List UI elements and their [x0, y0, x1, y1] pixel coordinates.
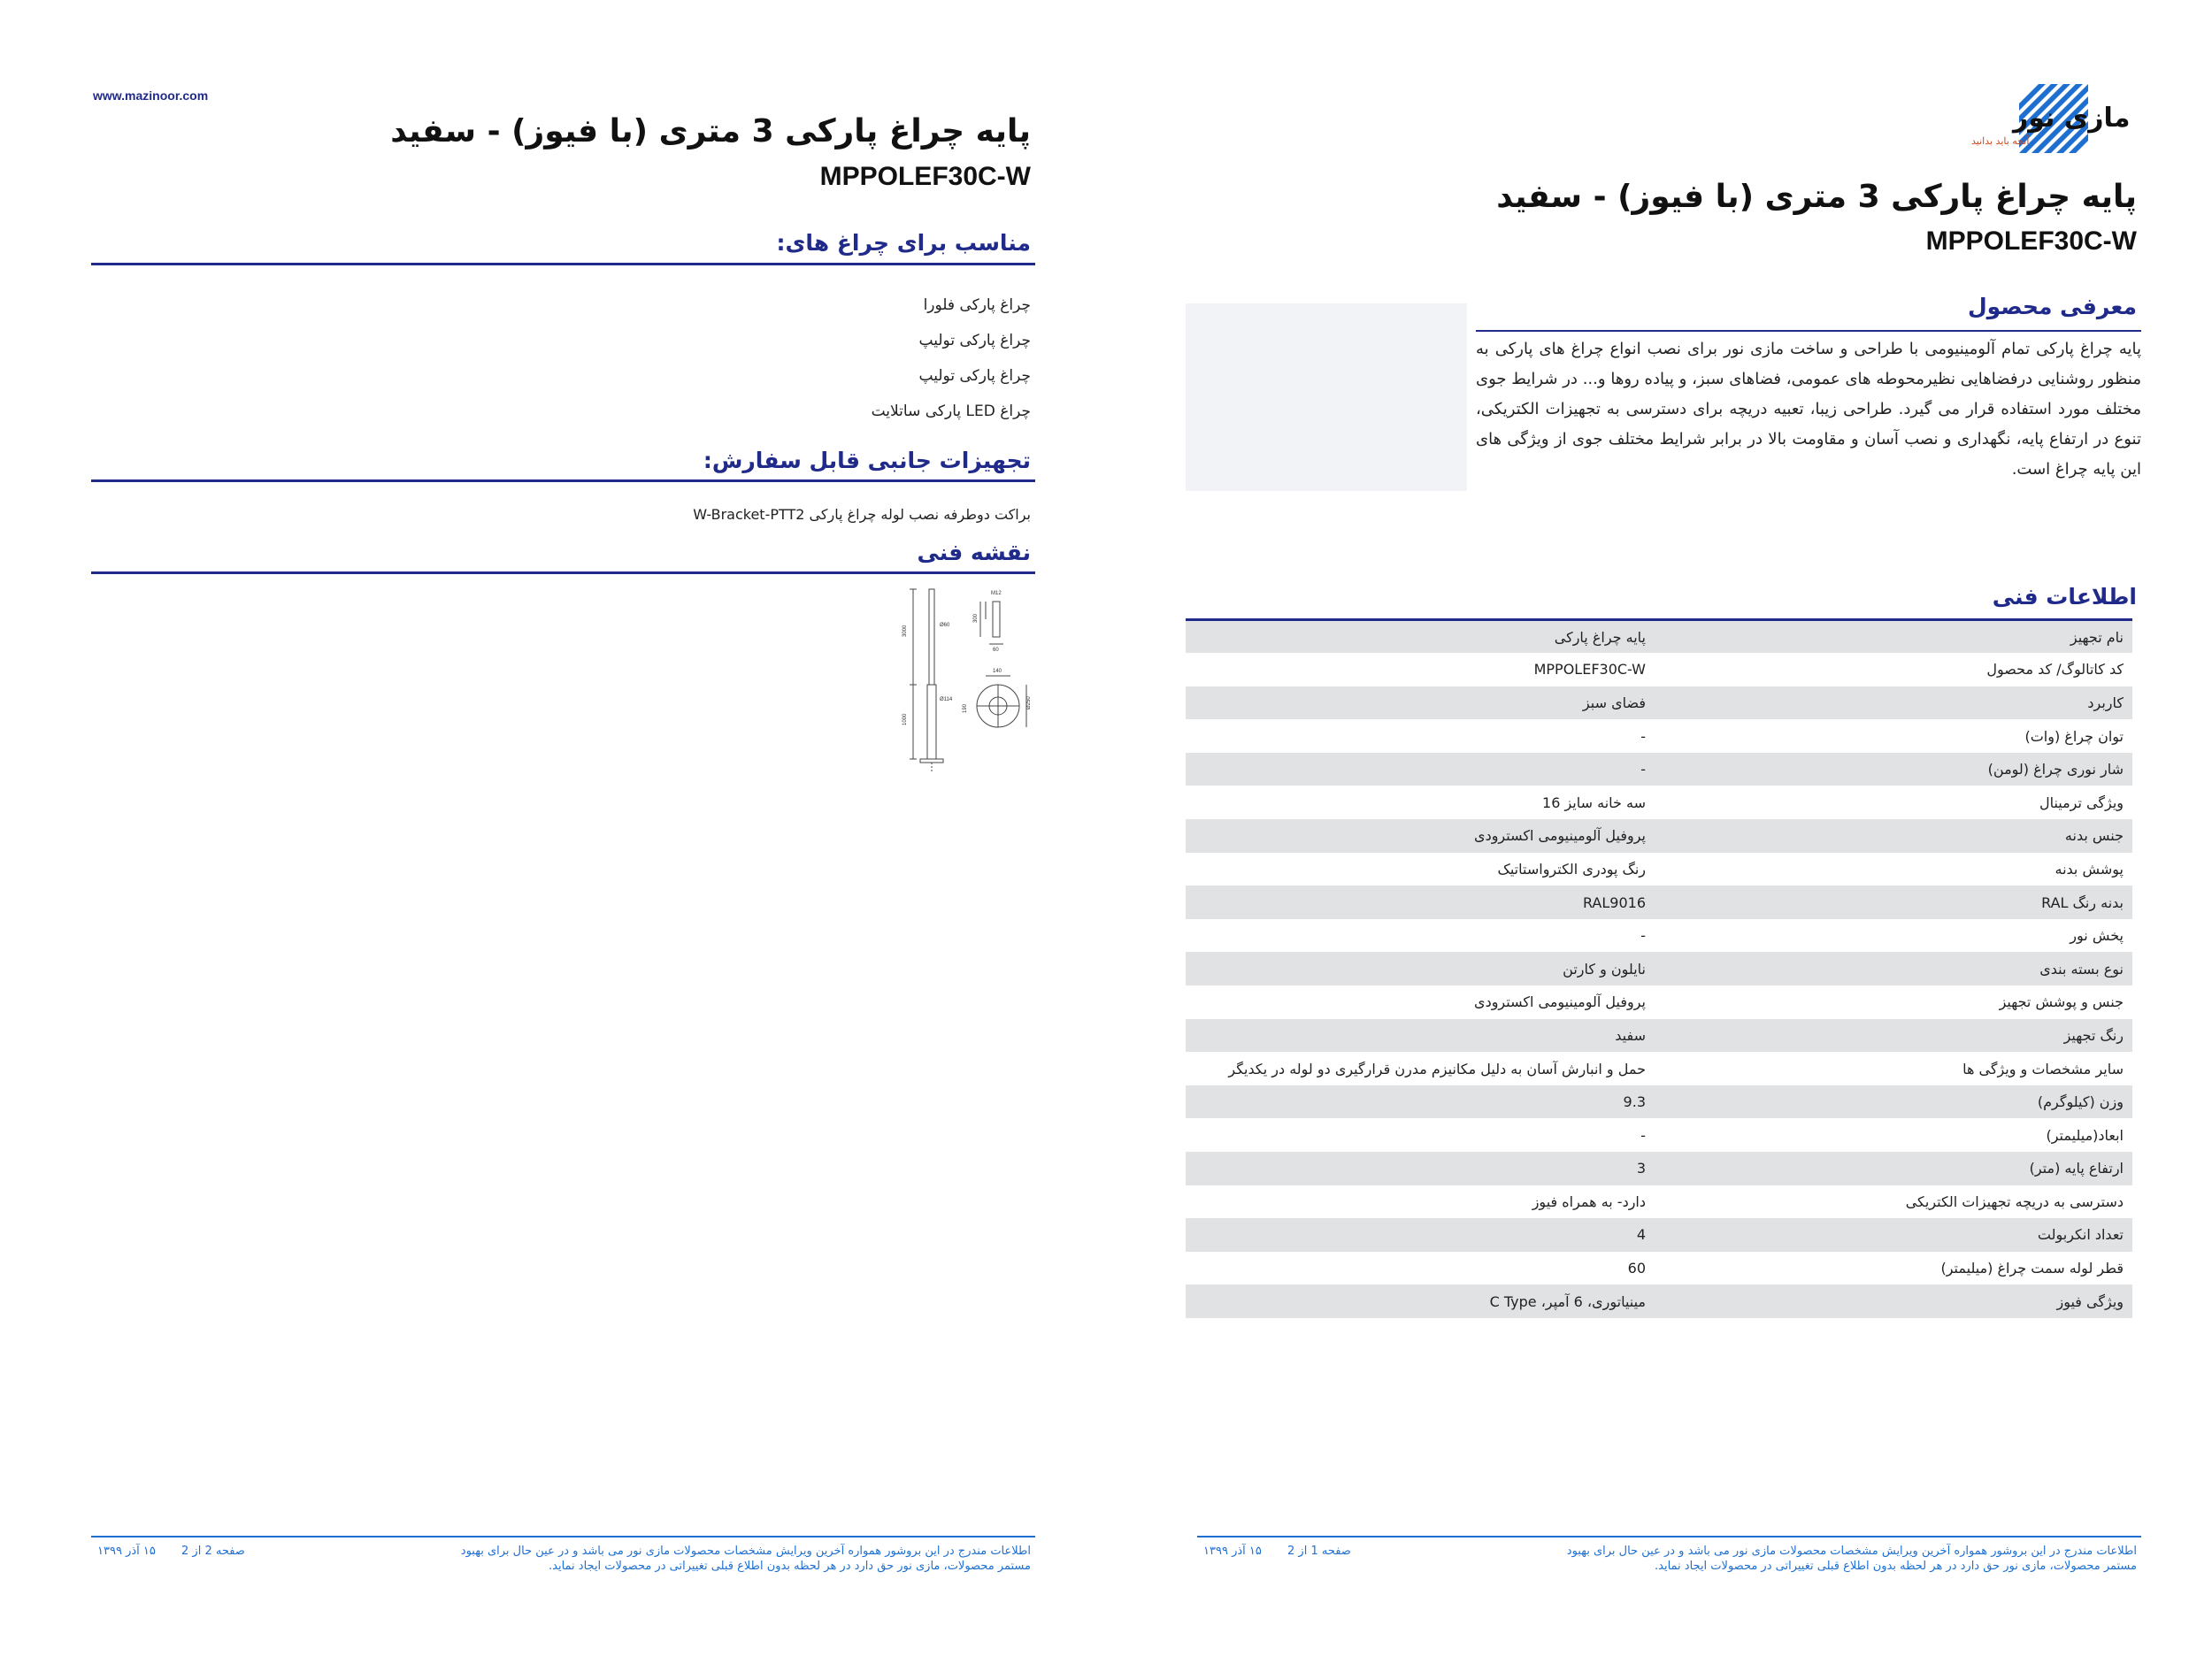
spec-key: جنس بدنه [1655, 819, 2132, 853]
spec-value: - [1186, 719, 1655, 753]
section-rule [91, 571, 1035, 574]
spec-value: RAL9016 [1186, 886, 1655, 919]
list-item: چراغ پارکی فلورا [923, 296, 1031, 314]
spec-value: رنگ پودری الکترواستاتیک [1186, 853, 1655, 886]
table-row [1186, 653, 2132, 686]
footer-rule [1197, 1536, 2141, 1537]
specs-heading: اطلاعات فنی [1992, 584, 2137, 610]
drawing-dim-300: 300 [973, 613, 979, 623]
spec-value: حمل و انبارش آسان به دلیل مکانیزم مدرن قرارگیری دو لوله در یکدیگر [1186, 1052, 1655, 1085]
drawing-dim-flange: Ø250 [1026, 696, 1032, 709]
drawing-heading: نقشه فنی [917, 540, 1031, 565]
product-image [1186, 303, 1467, 491]
footer-note: اطلاعات مندرج در این بروشور همواره آخرین ویرایش مشخصات محصولات مازی نور می باشد و در عین حال برای بهبود مستمر محصولات، مازی نور حق دارد در هر لحظه بدون اطلاع قبلی تغییراتی در محصولات ایجاد نماید. [460, 1545, 1031, 1573]
product-code: MPPOLEF30C-W [1925, 226, 2137, 256]
pole-lower-shape [927, 685, 936, 759]
table-row [1186, 620, 2132, 654]
drawing-dim-140: 140 [993, 669, 1002, 674]
table-row [1186, 919, 2132, 953]
table-row [1186, 985, 2132, 1019]
pole-flange-shape [920, 759, 943, 763]
spec-value: MPPOLEF30C-W [1186, 653, 1655, 686]
spec-value: 60 [1186, 1252, 1655, 1285]
product-title: پایه چراغ پارکی 3 متری (با فیوز) - سفید [390, 113, 1031, 150]
table-row [1186, 886, 2132, 919]
table-row [1186, 1085, 2132, 1119]
spec-key: دسترسی به دریچه تجهیزات الکتریکی [1655, 1185, 2132, 1219]
spec-key: پخش نور [1655, 919, 2132, 953]
table-row [1186, 1284, 2132, 1318]
drawing-label-m12: M12 [991, 591, 1002, 596]
footer-note: اطلاعات مندرج در این بروشور همواره آخرین ویرایش مشخصات محصولات مازی نور می باشد و در عین حال برای بهبود مستمر محصولات، مازی نور حق دارد در هر لحظه بدون اطلاع قبلی تغییراتی در محصولات ایجاد نماید. [1566, 1545, 2137, 1573]
accessories-heading: تجهیزات جانبی قابل سفارش: [703, 448, 1031, 473]
intro-heading: معرفی محصول [1967, 294, 2137, 319]
drawing-dim-190: 190 [963, 703, 968, 713]
suitable-list [588, 288, 1031, 429]
drawing-dim-base: Ø114 [940, 697, 953, 702]
table-row [1186, 719, 2132, 753]
spec-value: پروفیل آلومینیومی اکسترودی [1186, 985, 1655, 1019]
drawing-dim-60: 60 [993, 648, 999, 653]
spec-key: توان چراغ (وات) [1655, 719, 2132, 753]
intro-text: پایه چراغ پارکی تمام آلومینیومی با طراحی و ساخت مازی نور برای نصب انواع چراغ های پارکی به منظور روشنایی درفضاهایی نظیرمحوطه های عمومی، فضاهای سبز، و پیاده روها و... در شرایط جوی مختلف مورد استفاده قرار می گیرد. طراحی زیبا، تعبیه دریچه برای دسترسی به تجهیزات الکتریکی، تنوع در ارتفاع پایه، نگهداری و نصب آسان و مقاومت بالا در برابر شرایط مختلف جوی از ویژگی های این پایه چراغ است. [1476, 340, 2141, 479]
spec-key: بدنه رنگ RAL [1655, 886, 2132, 919]
suitable-heading: مناسب برای چراغ های: [776, 230, 1031, 256]
accessory-item: براکت دوطرفه نصب لوله چراغ پارکی W-Bracket-PTT2 [693, 506, 1031, 523]
table-row [1186, 819, 2132, 853]
footer-page-number: صفحه 1 از 2 [1287, 1545, 1351, 1558]
footer-date: ۱۵ آذر ۱۳۹۹ [97, 1545, 156, 1558]
spec-key: پوشش بدنه [1655, 853, 2132, 886]
table-row [1186, 753, 2132, 786]
table-row [1186, 1252, 2132, 1285]
spec-value: نایلون و کارتن [1186, 952, 1655, 985]
table-row [1186, 1218, 2132, 1252]
spec-key: کد کاتالوگ/ کد محصول [1655, 653, 2132, 686]
footer-rule [91, 1536, 1035, 1537]
table-row [1186, 1185, 2132, 1219]
drawing-dim-pipe: Ø60 [940, 623, 950, 628]
brand-logo [1876, 84, 2131, 155]
spec-value: 9.3 [1186, 1085, 1655, 1119]
spec-value: پروفیل آلومینیومی اکسترودی [1186, 819, 1655, 853]
spec-key: قطر لوله سمت چراغ (میلیمتر) [1655, 1252, 2132, 1285]
spec-value: مینیاتوری، 6 آمپر، C Type [1186, 1284, 1655, 1318]
table-row [1186, 786, 2132, 819]
table-row [1186, 853, 2132, 886]
list-item: چراغ LED پارکی ساتلایت [871, 403, 1031, 420]
spec-value: - [1186, 753, 1655, 786]
product-code: MPPOLEF30C-W [819, 162, 1031, 191]
spec-key: وزن (کیلوگرم) [1655, 1085, 2132, 1119]
website-link[interactable]: www.mazinoor.com [93, 88, 209, 103]
spec-value: 3 [1186, 1152, 1655, 1185]
spec-key: رنگ تجهیز [1655, 1019, 2132, 1053]
spec-value: 4 [1186, 1218, 1655, 1252]
list-item: چراغ پارکی تولیپ [918, 367, 1031, 385]
drawing-dim-total: 3000 [902, 625, 908, 637]
section-rule [91, 479, 1035, 482]
spec-key: نوع بسته بندی [1655, 952, 2132, 985]
right-page [1106, 0, 2212, 1664]
spec-key: تعداد انکربولت [1655, 1218, 2132, 1252]
spec-value: سه خانه سایز 16 [1186, 786, 1655, 819]
spec-key: کاربرد [1655, 686, 2132, 720]
top-detail-shape [993, 602, 1000, 637]
spec-value: دارد- به همراه فیوز [1186, 1185, 1655, 1219]
spec-value: پایه چراغ پارکی [1186, 620, 1655, 654]
logo-wordmark: مازی نور [2013, 103, 2131, 134]
table-row [1186, 1118, 2132, 1152]
spec-value: - [1186, 919, 1655, 953]
spec-key: ابعاد(میلیمتر) [1655, 1118, 2132, 1152]
table-row [1186, 1152, 2132, 1185]
pole-upper-shape [929, 589, 934, 685]
spec-key: نام تجهیز [1655, 620, 2132, 654]
spec-key: ویژگی ترمینال [1655, 786, 2132, 819]
section-rule [91, 263, 1035, 265]
spec-key: جنس و پوشش تجهیز [1655, 985, 2132, 1019]
footer-date: ۱۵ آذر ۱۳۹۹ [1203, 1545, 1262, 1558]
spec-key: سایر مشخصات و ویژگی ها [1655, 1052, 2132, 1085]
table-row [1186, 1019, 2132, 1053]
section-rule [1476, 330, 2141, 332]
drawing-dim-lower: 1000 [902, 713, 908, 725]
spec-value: - [1186, 1118, 1655, 1152]
specs-table [1186, 618, 2132, 1318]
list-item: چراغ پارکی تولیپ [918, 332, 1031, 349]
table-row [1186, 686, 2132, 720]
spec-value: فضای سبز [1186, 686, 1655, 720]
table-row [1186, 952, 2132, 985]
logo-tagline: آنچه باید بدانید [1971, 135, 2030, 147]
product-title: پایه چراغ پارکی 3 متری (با فیوز) - سفید [1496, 179, 2137, 215]
technical-drawing [894, 584, 1053, 778]
spec-key: ارتفاع پایه (متر) [1655, 1152, 2132, 1185]
spec-key: شار نوری چراغ (لومن) [1655, 753, 2132, 786]
spec-value: سفید [1186, 1019, 1655, 1053]
table-row [1186, 1052, 2132, 1085]
spec-key: ویژگی فیوز [1655, 1284, 2132, 1318]
footer-page-number: صفحه 2 از 2 [181, 1545, 245, 1558]
